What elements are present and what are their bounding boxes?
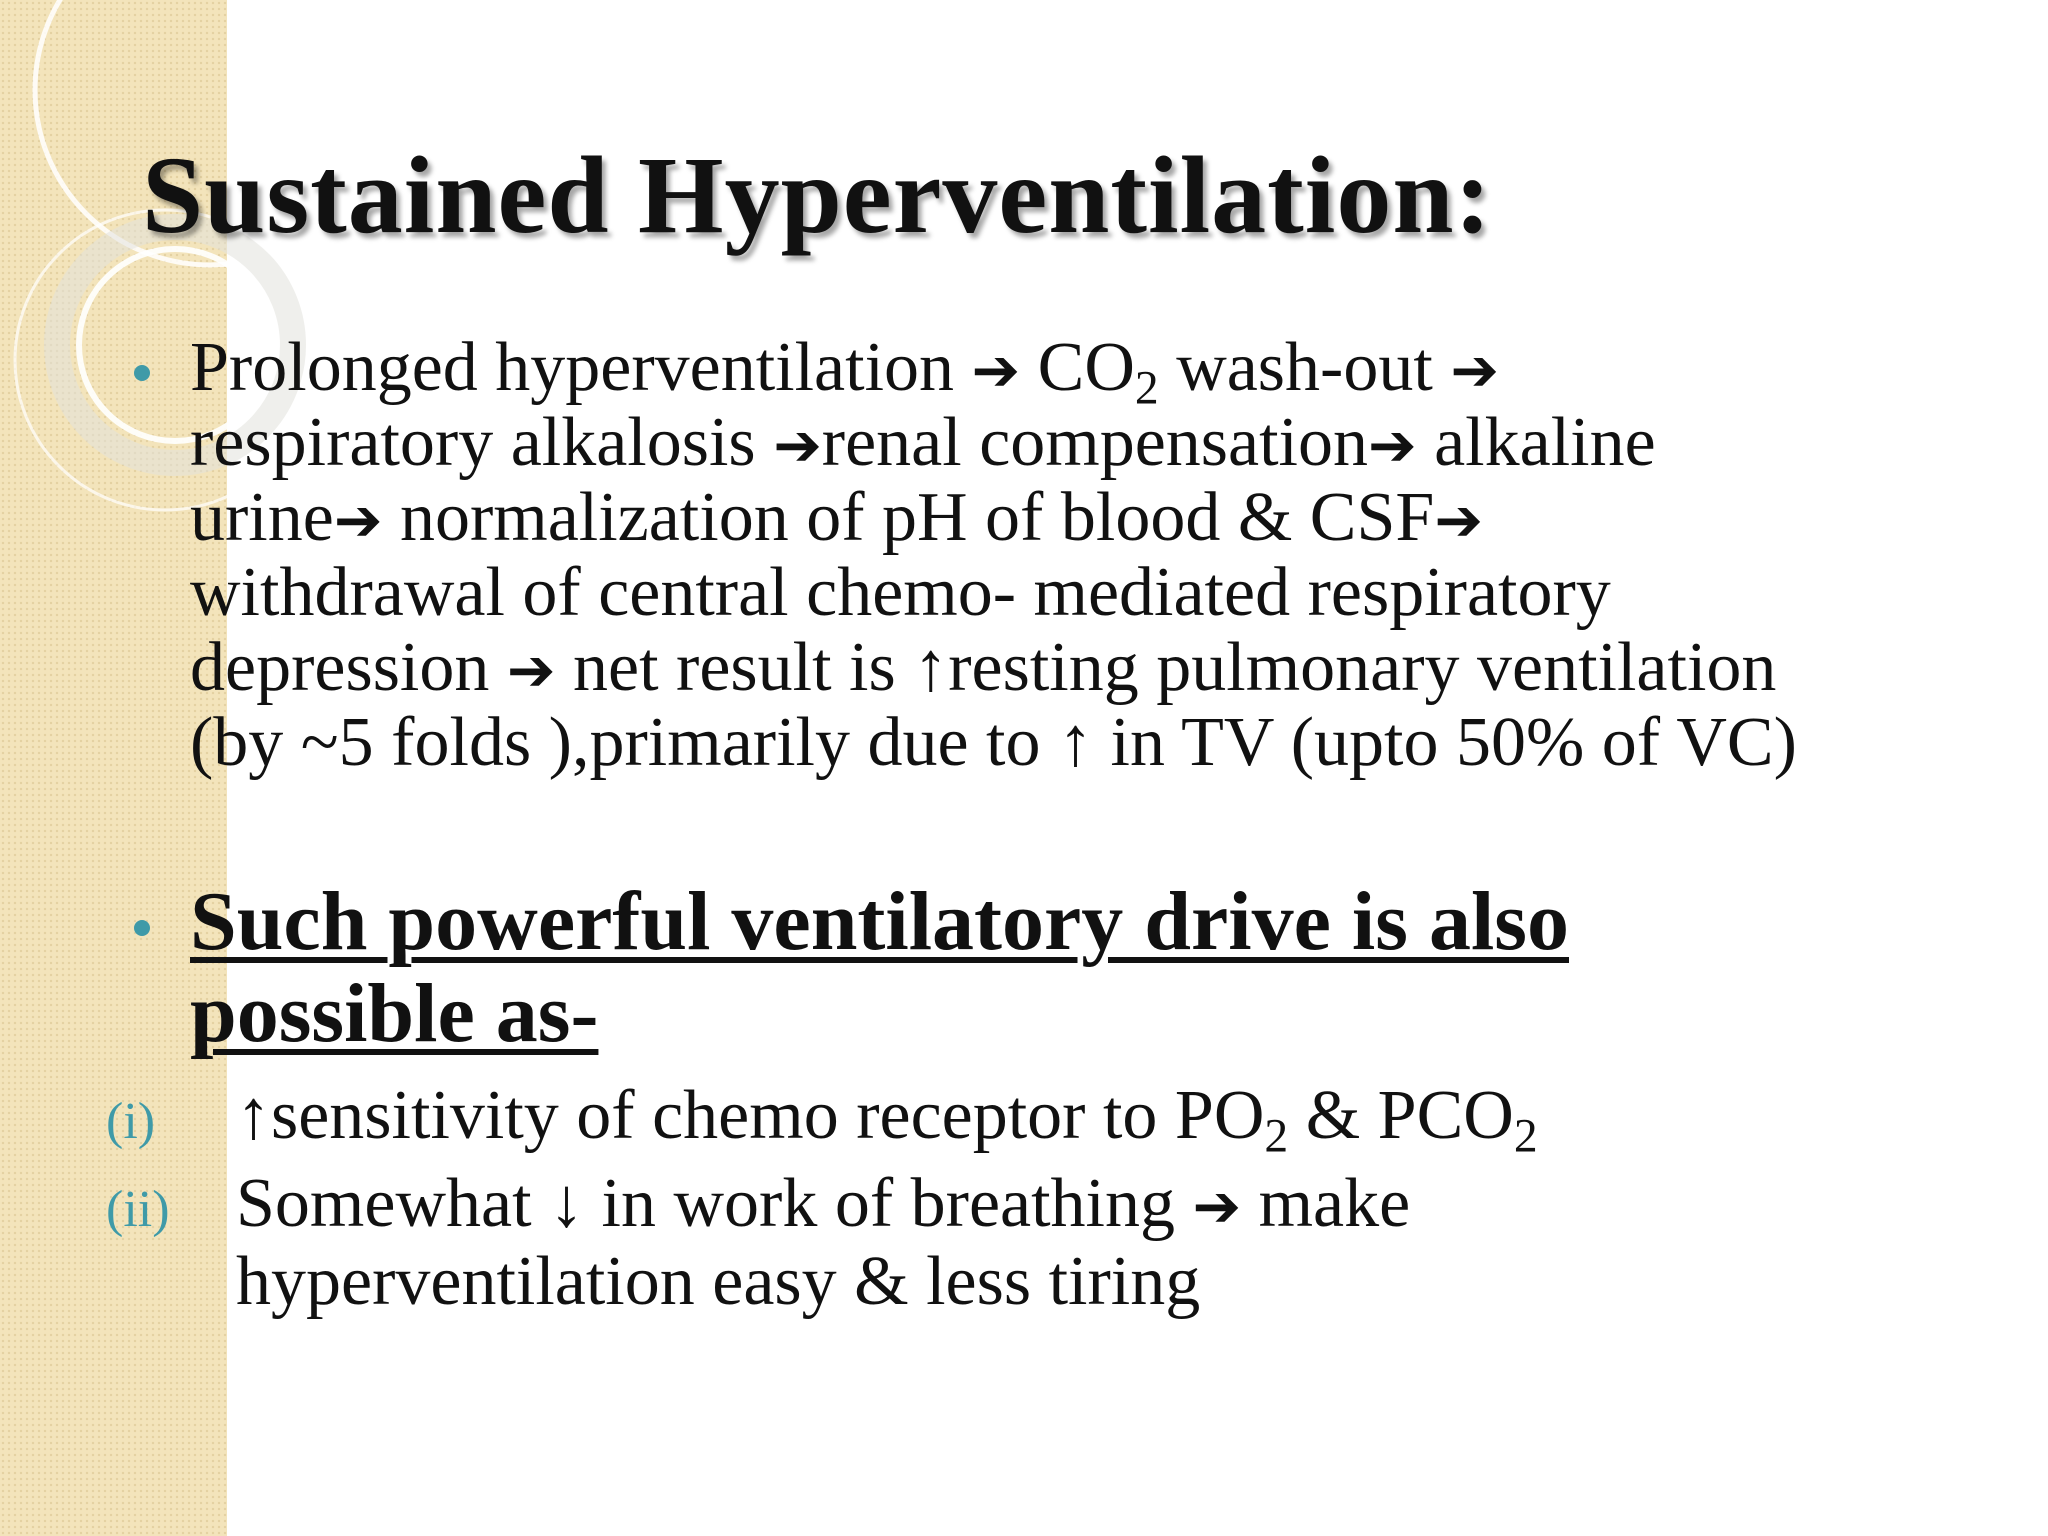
right-arrow-icon: ➔ bbox=[333, 486, 383, 554]
right-arrow-icon: ➔ bbox=[506, 636, 556, 704]
heading-line: Such powerful ventilatory drive is also bbox=[190, 875, 1569, 968]
slide-title: Sustained Hyperventilation: bbox=[142, 134, 1493, 256]
bullet-heading-2 bbox=[190, 876, 1569, 1060]
heading-line: possible as- bbox=[190, 967, 599, 1060]
right-arrow-icon: ➔ bbox=[1368, 411, 1417, 479]
list-marker: (i) bbox=[106, 1093, 156, 1150]
right-arrow-icon: ➔ bbox=[1434, 486, 1483, 554]
paragraph-line: (by ~5 folds ),primarily due to ↑ in TV (upto 50% of VC) bbox=[190, 704, 1797, 781]
bullet-paragraph-1 bbox=[190, 330, 2030, 780]
bullet-dot bbox=[134, 920, 150, 936]
list-marker: (ii) bbox=[106, 1181, 170, 1238]
list-item: ↑sensitivity of chemo receptor to $PO_2$ & $PCO_2$ bbox=[236, 1077, 1538, 1163]
paragraph-line: withdrawal of central chemo- mediated respiratory bbox=[190, 554, 1611, 631]
right-arrow-icon: ➔ bbox=[971, 336, 1021, 404]
paragraph-line: depression ➔ net result is ↑resting pulmonary ventilation bbox=[190, 629, 1777, 706]
list-item: Somewhat ↓ in work of breathing ➔ make hyperventilation easy & less tiring bbox=[236, 1165, 1411, 1320]
right-arrow-icon: ➔ bbox=[1450, 336, 1499, 404]
paragraph-line: urine➔ normalization of pH of blood & CSF➔ bbox=[190, 479, 1483, 556]
right-arrow-icon: ➔ bbox=[773, 411, 822, 479]
bullet-dot bbox=[134, 365, 150, 381]
paragraph-line: Prolonged hyperventilation ➔ $CO_2$ wash-out ➔ bbox=[190, 329, 1499, 415]
paragraph-line: respiratory alkalosis ➔renal compensation➔ alkaline bbox=[190, 404, 1656, 481]
right-arrow-icon: ➔ bbox=[1192, 1172, 1242, 1240]
